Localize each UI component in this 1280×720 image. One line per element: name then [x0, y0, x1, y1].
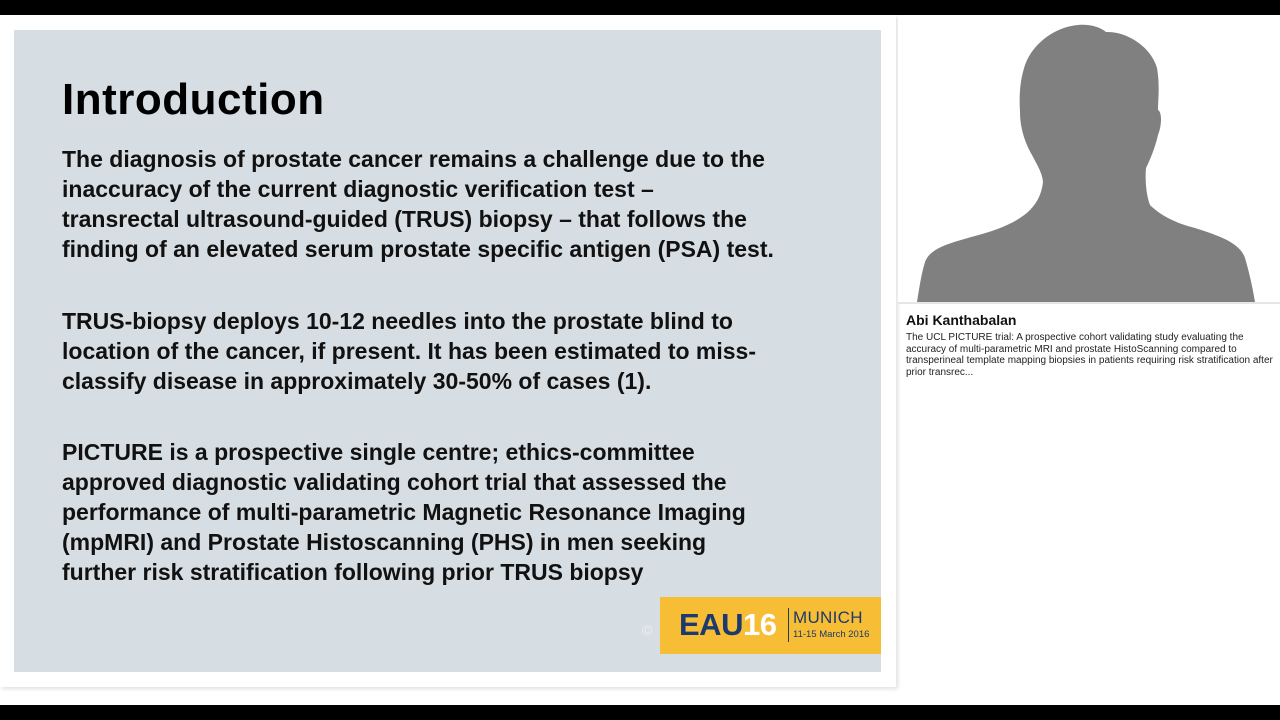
- person-silhouette-icon: [898, 15, 1280, 303]
- speaker-name: Abi Kanthabalan: [906, 312, 1017, 328]
- presentation-description: The UCL PICTURE trial: A prospective cohort validating study evaluating the accuracy of multi-parametric MRI and prostate HistoScanning compared to transperineal template mapping biopsies in patients requiring risk stratification after prior transrec...: [906, 332, 1273, 378]
- logo-dates: 11-15 March 2016: [793, 629, 870, 640]
- paragraph-line: finding of an elevated serum prostate specific antigen (PSA) test.: [62, 236, 774, 262]
- top-letterbox-bar: [0, 0, 1280, 15]
- watermark-icon: ©: [642, 622, 653, 638]
- logo-divider: [788, 608, 789, 642]
- paragraph-line: approved diagnostic validating cohort trial that assessed the: [62, 469, 727, 495]
- slide-paragraph-trus-biopsy: [62, 306, 852, 396]
- paragraph-line: inaccuracy of the current diagnostic verification test –: [62, 176, 654, 202]
- slide-paragraph-picture-trial: [62, 437, 852, 587]
- paragraph-line: (mpMRI) and Prostate Histoscanning (PHS) in men seeking: [62, 529, 707, 555]
- slide-title: Introduction: [62, 75, 325, 124]
- slide-paragraph-diagnosis: [62, 144, 852, 264]
- paragraph-line: location of the cancer, if present. It has been estimated to miss-: [62, 338, 757, 364]
- speaker-avatar: [898, 15, 1280, 303]
- paragraph-line: classify disease in approximately 30-50% of cases (1).: [62, 368, 652, 394]
- logo-year: 16: [742, 607, 777, 642]
- slide-panel: [0, 15, 896, 687]
- logo-city: MUNICH: [793, 608, 863, 627]
- logo-brand-text: EAU: [679, 607, 743, 642]
- paragraph-line: PICTURE is a prospective single centre; ethics-committee: [62, 439, 695, 465]
- slide: [14, 30, 881, 672]
- paragraph-line: TRUS-biopsy deploys 10-12 needles into the prostate blind to: [62, 308, 733, 334]
- paragraph-line: performance of multi-parametric Magnetic Resonance Imaging: [62, 499, 746, 525]
- paragraph-line: transrectal ultrasound-guided (TRUS) biopsy – that follows the: [62, 206, 747, 232]
- paragraph-line: The diagnosis of prostate cancer remains a challenge due to the: [62, 146, 765, 172]
- eau16-logo: [660, 597, 881, 654]
- bottom-letterbox-bar: [0, 705, 1280, 720]
- speaker-divider: [898, 302, 1280, 304]
- logo-brand: [679, 607, 776, 643]
- paragraph-line: further risk stratification following prior TRUS biopsy: [62, 559, 644, 585]
